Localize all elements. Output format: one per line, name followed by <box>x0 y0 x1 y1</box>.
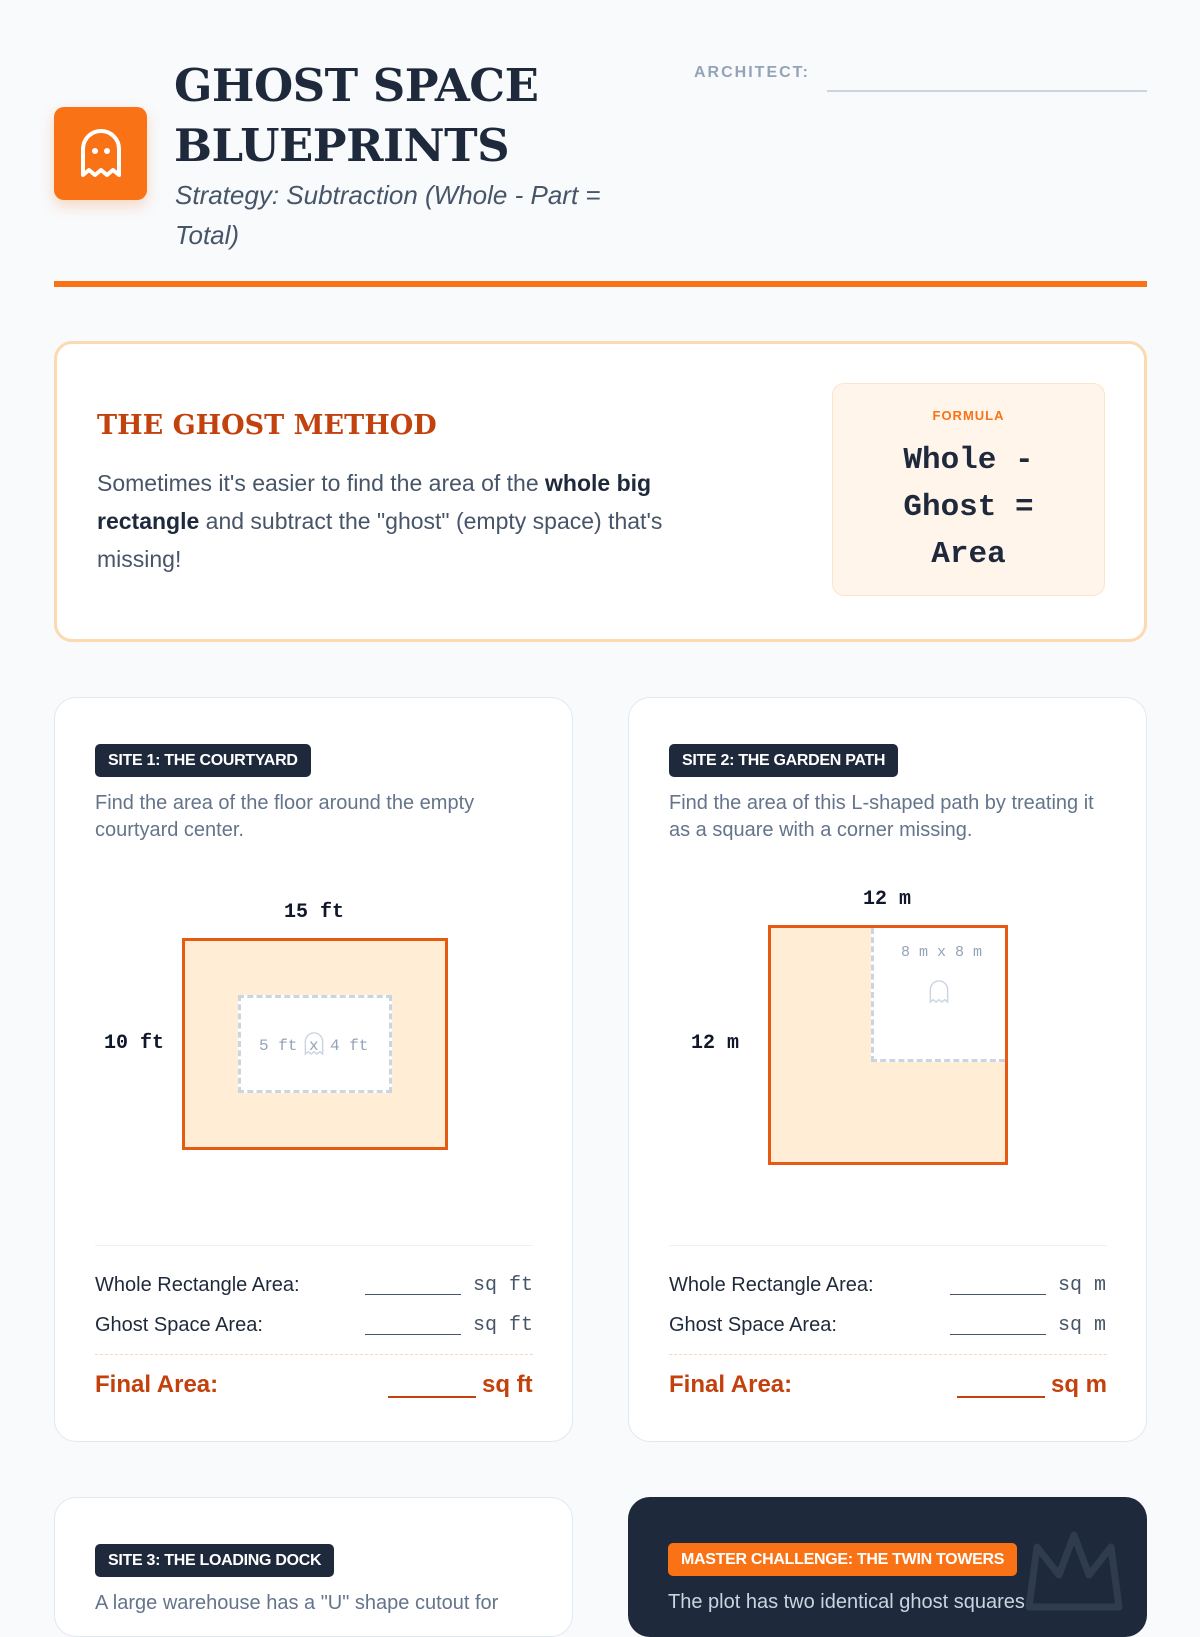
ghost-icon <box>928 980 950 1004</box>
ghost-logo <box>54 107 147 200</box>
final-area-unit: sq ft <box>482 1371 533 1398</box>
whole-area-label: Whole Rectangle Area: <box>95 1274 300 1296</box>
final-area-label: Final Area: <box>669 1371 793 1398</box>
whole-area-input[interactable] <box>950 1294 1046 1295</box>
whole-area-label: Whole Rectangle Area: <box>669 1274 874 1296</box>
method-panel <box>54 341 1147 642</box>
ghost-icon <box>79 129 123 179</box>
height-dimension: 10 ft <box>104 1032 165 1055</box>
ghost-dimension-x: x <box>309 1037 319 1055</box>
site-card-garden-path <box>628 697 1147 1442</box>
formula-text: Whole - Ghost = Area <box>903 443 1034 572</box>
whole-area-unit: sq ft <box>473 1274 534 1297</box>
site-tag: SITE 2: THE GARDEN PATH <box>669 744 898 777</box>
final-area-input[interactable] <box>957 1396 1045 1398</box>
site-description: A large warehouse has a "U" shape cutout for <box>95 1592 499 1614</box>
site-tag: SITE 1: THE COURTYARD <box>95 744 311 777</box>
formula-box <box>832 383 1105 596</box>
ghost-area-label: Ghost Space Area: <box>95 1314 263 1336</box>
whole-area-unit: sq m <box>1058 1274 1107 1297</box>
answer-divider <box>95 1245 533 1246</box>
title-line-2: BLUEPRINTS <box>174 119 510 172</box>
ghost-dimension-width: 5 ft <box>259 1037 298 1055</box>
method-description <box>97 464 737 578</box>
ghost-area-input[interactable] <box>365 1334 461 1335</box>
ghost-area-unit: sq m <box>1058 1314 1107 1337</box>
header-divider <box>54 281 1147 287</box>
height-dimension: 12 m <box>691 1032 740 1055</box>
final-area-unit: sq m <box>1051 1371 1108 1398</box>
title-line-1: GHOST SPACE <box>174 59 539 112</box>
final-divider <box>95 1354 533 1355</box>
site-card-courtyard <box>54 697 573 1442</box>
final-area-input[interactable] <box>388 1396 476 1398</box>
whole-area-input[interactable] <box>365 1294 461 1295</box>
method-text-post: and subtract the "ghost" (empty space) that's missing! <box>97 508 663 572</box>
ghost-dimension-height: 4 ft <box>330 1037 369 1055</box>
ghost-dimension: 8 m x 8 m <box>901 944 983 961</box>
answer-divider <box>669 1245 1107 1246</box>
page-title <box>174 56 674 176</box>
method-text-bold: whole big rectangle <box>97 470 652 534</box>
width-dimension: 15 ft <box>284 901 345 924</box>
site-description: Find the area of the floor around the empty courtyard center. <box>95 792 475 841</box>
ghost-area-input[interactable] <box>950 1334 1046 1335</box>
method-text-pre: Sometimes it's easier to find the area of the <box>97 470 546 496</box>
formula-label: FORMULA <box>932 408 1005 423</box>
final-divider <box>669 1354 1107 1355</box>
master-challenge-card <box>628 1497 1147 1637</box>
ghost-area-label: Ghost Space Area: <box>669 1314 837 1336</box>
final-area-label: Final Area: <box>95 1371 219 1398</box>
architect-name-field[interactable] <box>827 90 1147 92</box>
site-description: Find the area of this L-shaped path by treating it as a square with a corner missing. <box>669 792 1094 841</box>
challenge-tag: MASTER CHALLENGE: THE TWIN TOWERS <box>668 1543 1017 1576</box>
ghost-area-unit: sq ft <box>473 1314 534 1337</box>
width-dimension: 12 m <box>863 888 912 911</box>
challenge-description: The plot has two identical ghost squares <box>668 1591 1025 1613</box>
architect-label: ARCHITECT: <box>694 64 810 81</box>
page-subtitle: Strategy: Subtraction (Whole - Part = Total) <box>175 180 601 250</box>
site-card-loading-dock <box>54 1497 573 1637</box>
method-title: THE GHOST METHOD <box>97 410 437 441</box>
site-tag: SITE 3: THE LOADING DOCK <box>95 1544 334 1577</box>
